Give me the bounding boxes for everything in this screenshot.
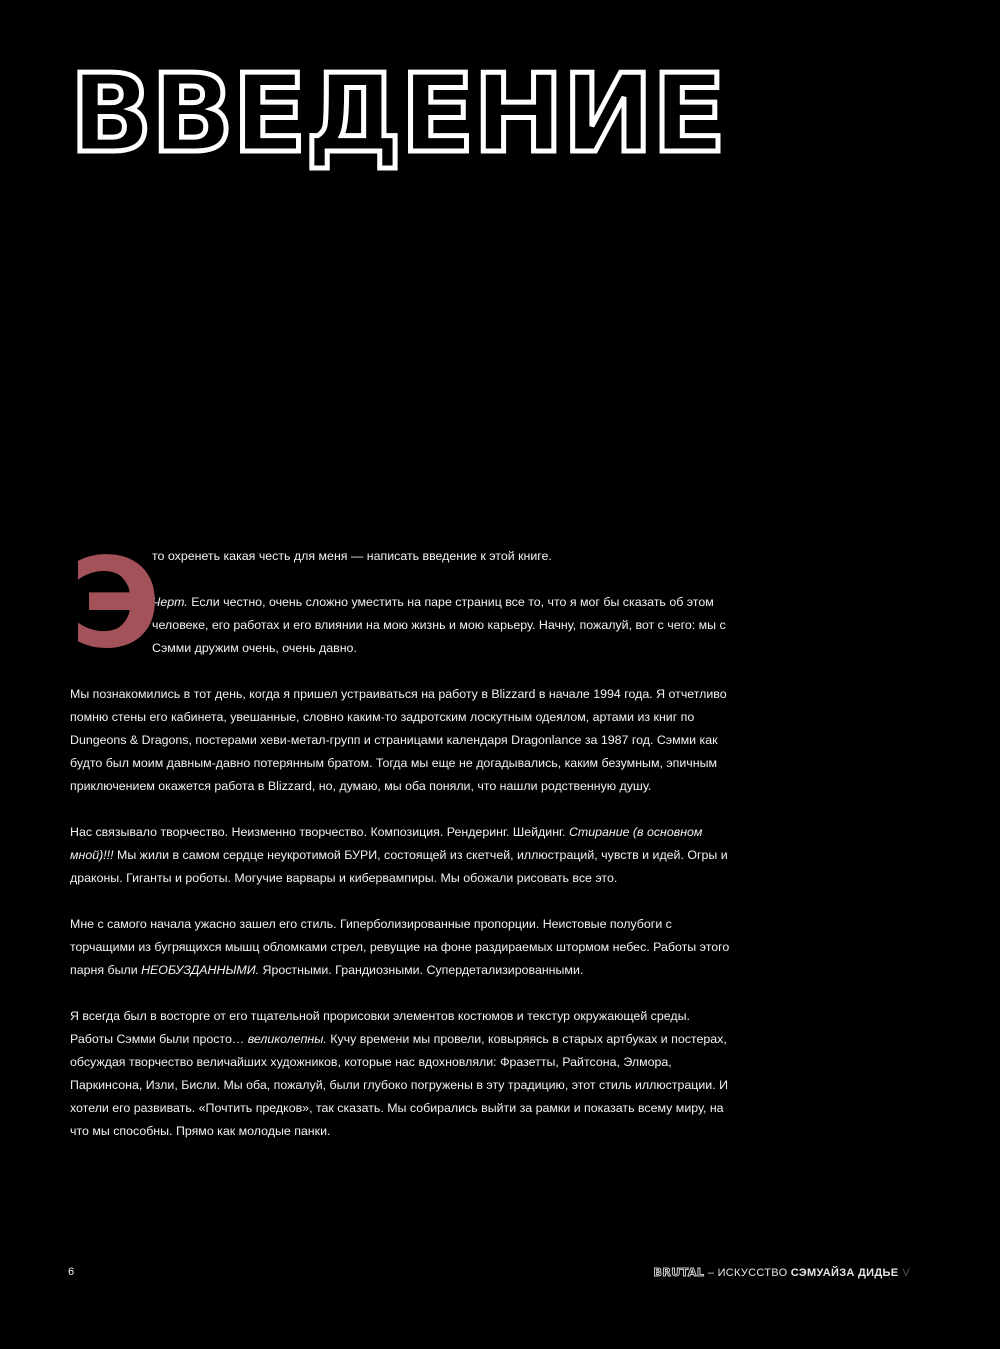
drop-cap: Э [70,532,162,676]
paragraph-2 [70,821,730,890]
paragraph-2-italic: Стирание (в основном мной)!!! [70,825,703,862]
intro-paragraph-1: то охренеть какая честь для меня — написать введение к этой книге. [152,549,552,563]
paragraph-3 [70,913,730,982]
paragraph-4-italic: великолепны. [247,1032,327,1046]
page-number: 6 [68,1266,75,1278]
running-footer [653,1266,910,1279]
intro-paragraph-2-text: Если честно, очень сложно уместить на паре страниц все то, что я мог бы сказать об этом человеке, его работах и его влиянии на мою жизнь и мою карьеру. Начну, пожалуй, вот с чего: мы с Сэмми дружим очень, очень давно. [152,595,726,655]
footer-author: СЭМУАЙЗА ДИДЬЕ [790,1267,899,1279]
intro-italic: Черт. [152,595,188,609]
paragraph-2-text-b: Мы жили в самом сердце неукротимой БУРИ, состоящей из скетчей, иллюстраций, чувств и идей. Огры и драконы. Гиганты и роботы. Могучие варвары и кибервампиры. Мы обожали рисовать все это. [70,848,728,885]
paragraph-3-italic: НЕОБУЗДАННЫМИ. [141,963,260,977]
intro-block [70,532,730,683]
paragraph-1: Мы познакомились в тот день, когда я пришел устраиваться на работу в Blizzard в начале 1994 года. Я отчетливо помню стены его кабинета, увешанные, словно каким-то задротским лоскутным одеялом, артами из книг по Dungeons & Dragons, постерами хеви-метал-групп и страницами календаря Dragonlance за 1987 год. Сэмми как будто был моим давным-давно потерянным братом. Тогда мы еще не догадывались, каким безумным, эпичным приключением окажется работа в Blizzard, но, думаю, мы оба поняли, что нашли родственную душу. [70,687,727,793]
brand-logo: BRUTAL [653,1266,705,1279]
chapter-title [60,52,725,180]
footer-separator: – ИСКУССТВО [704,1267,791,1279]
intro-paragraph-2 [152,591,730,660]
chapter-title-text: ВВЕДЕНИЕ [70,52,725,177]
intro-lead [152,545,730,660]
article-body [70,683,730,1166]
paragraph-3-text-b: Яростными. Грандиозными. Супердетализированными. [259,963,584,977]
footer-mark: V [902,1267,910,1279]
paragraph-4-text-a: Я всегда был в восторге от его тщательной прорисовки элементов костюмов и текстур окружающей среды. Работы Сэмми были просто… [70,1009,690,1046]
paragraph-2-text-a: Нас связывало творчество. Неизменно творчество. Композиция. Рендеринг. Шейдинг. [70,825,569,839]
paragraph-4-text-b: Кучу времени мы провели, ковыряясь в старых артбуках и постерах, обсуждая творчество величайших художников, которые нас вдохновляли: Фразетты, Райтсона, Элмора, Паркинсона, Изли, Бисли. Мы оба, пожалуй, были глубоко погружены в эту традицию, этот стиль иллюстрации. И хотели его развивать. «Почтить предков», так сказать. Мы собирались выйти за рамки и показать всему миру, на что мы способны. Прямо как молодые панки. [70,1032,729,1138]
paragraph-3-text-a: Мне с самого начала ужасно зашел его стиль. Гиперболизированные пропорции. Неистовые полубоги с торчащими из бугрящихся мышц обломками стрел, ревущие на фоне раздираемых штормом небес. Работы этого парня были [70,917,730,977]
paragraph-4 [70,1005,730,1143]
